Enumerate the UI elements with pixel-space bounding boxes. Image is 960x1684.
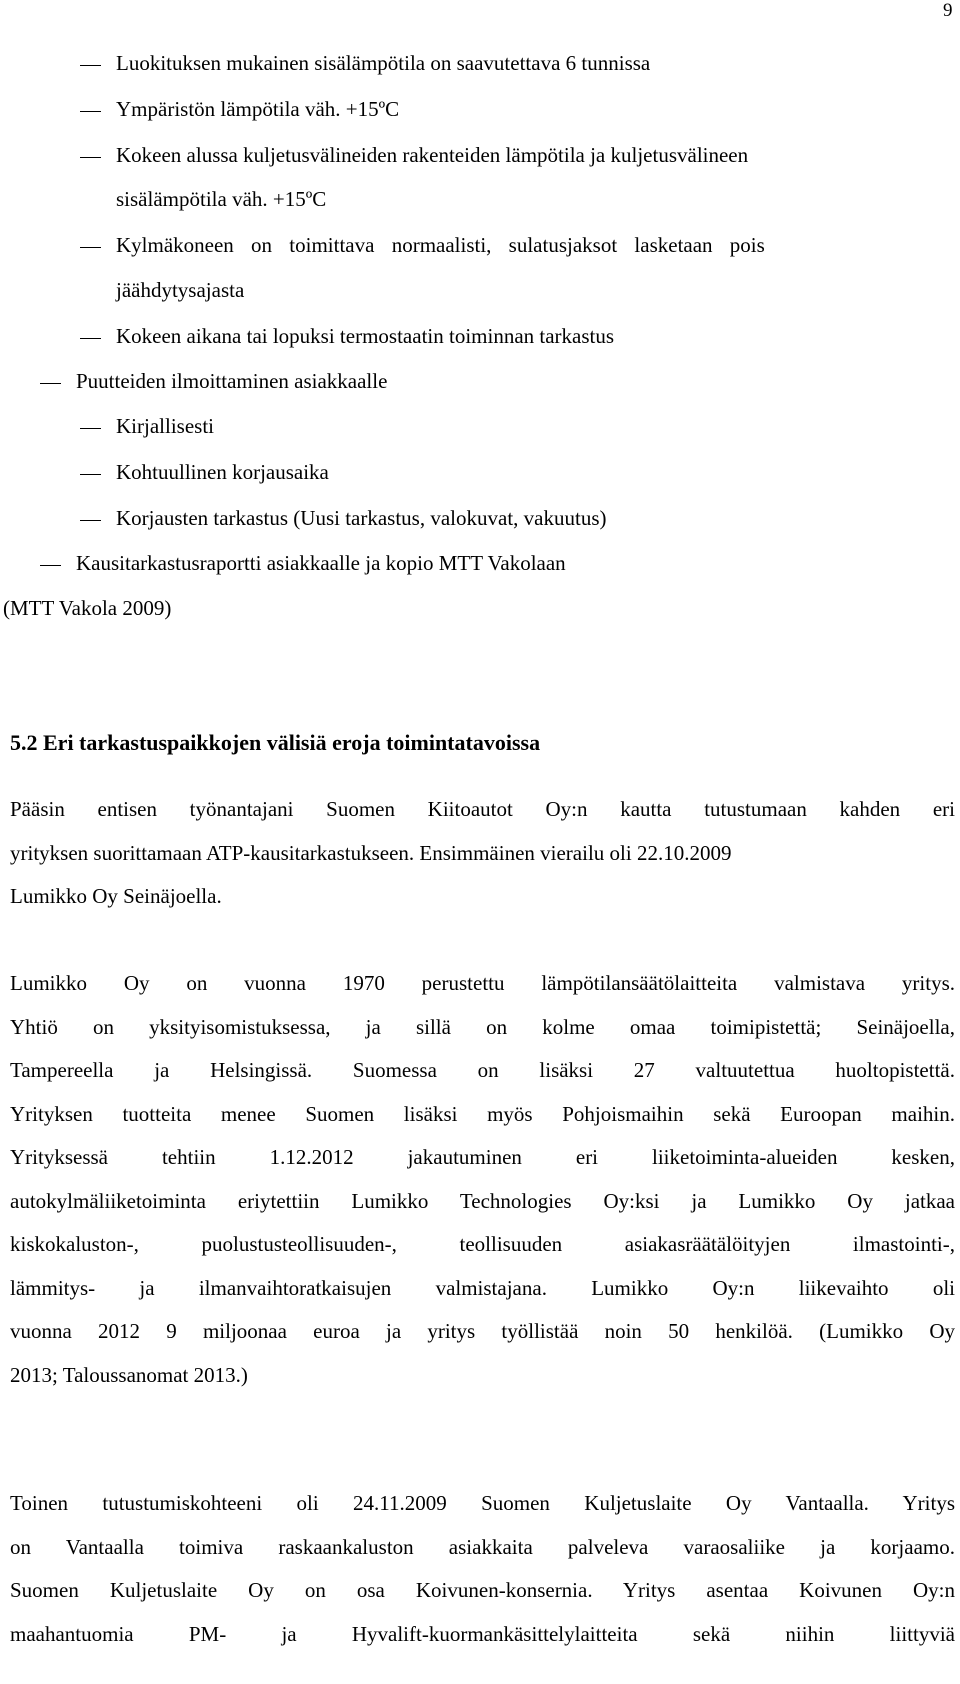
list-item: [80, 459, 329, 485]
paragraph-line: Toinen tutustumiskohteeni oli 24.11.2009 Suomen Kuljetuslaite Oy Vantaalla. Yritys: [10, 1491, 955, 1515]
list-item-text: Luokituksen mukainen sisälämpötila on saavutettava 6 tunnissa: [116, 51, 651, 75]
paragraph-line: lämmitys- ja ilmanvaihtoratkaisujen valmistajana. Lumikko Oy:n liikevaihto oli: [10, 1275, 955, 1300]
list-item-text: Ympäristön lämpötila väh. +15ºC: [116, 97, 400, 121]
paragraph-line: yrityksen suorittamaan ATP-kausitarkastukseen. Ensimmäinen vierailu oli 22.10.2009: [10, 840, 732, 865]
list-item-continuation: jäähdytysajasta: [116, 278, 245, 302]
dash-bullet-icon: [80, 247, 101, 248]
paragraph-line: Yhtiö on yksityisomistuksessa, ja sillä on kolme omaa toimipistettä; Seinäjoella,: [10, 1014, 955, 1039]
list-item-continuation: sisälämpötila väh. +15ºC: [116, 187, 327, 211]
list-item-text: Korjausten tarkastus (Uusi tarkastus, valokuvat, vakuutus): [116, 506, 607, 530]
list-item-text: Kokeen aikana tai lopuksi termostaatin toiminnan tarkastus: [116, 324, 615, 348]
list-item: [80, 142, 749, 168]
paragraph: [10, 796, 955, 927]
paragraph-line: Lumikko Oy Seinäjoella.: [10, 884, 222, 908]
list-item: [40, 550, 566, 576]
list-item-text: Kohtuullinen korjausaika: [116, 460, 329, 484]
list-item-text: Kylmäkoneen on toimittava normaalisti, sulatusjaksot lasketaan pois: [116, 233, 765, 257]
paragraph-line: Yrityksessä tehtiin 1.12.2012 jakautuminen eri liiketoiminta-alueiden kesken,: [10, 1145, 955, 1169]
paragraph-line: autokylmäliiketoiminta eriytettiin Lumikko Technologies Oy:ksi ja Lumikko Oy jatkaa: [10, 1188, 955, 1213]
list-item-text: Kokeen alussa kuljetusvälineiden rakenteiden lämpötila ja kuljetusvälineen: [116, 143, 749, 167]
dash-bullet-icon: [40, 383, 61, 384]
paragraph-line: vuonna 2012 9 miljoonaa euroa ja yritys työllistää noin 50 henkilöä. (Lumikko Oy: [10, 1319, 955, 1343]
paragraph-line: on Vantaalla toimiva raskaankaluston asiakkaita palveleva varaosaliike ja korjaamo.: [10, 1534, 955, 1559]
dash-bullet-icon: [80, 338, 101, 339]
list-item: [80, 96, 400, 122]
citation: (MTT Vakola 2009): [3, 596, 172, 620]
page-number: 9: [943, 0, 953, 21]
dash-bullet-icon: [80, 111, 101, 112]
paragraph-line: Tampereella ja Helsingissä. Suomessa on lisäksi 27 valtuutettua huoltopistettä.: [10, 1058, 955, 1082]
dash-bullet-icon: [80, 157, 101, 158]
list-item-text: Kausitarkastusraportti asiakkaalle ja kopio MTT Vakolaan: [76, 551, 566, 575]
list-item-text: Puutteiden ilmoittaminen asiakkaalle: [76, 369, 388, 393]
list-item: [80, 505, 607, 531]
dash-bullet-icon: [80, 65, 101, 66]
paragraph-line: Lumikko Oy on vuonna 1970 perustettu lämpötilansäätölaitteita valmistava yritys.: [10, 971, 955, 995]
paragraph: [10, 1490, 955, 1664]
list-item-text: Kirjallisesti: [116, 414, 214, 438]
section-heading: 5.2 Eri tarkastuspaikkojen välisiä eroja toimintatavoissa: [10, 730, 541, 755]
paragraph-line: kiskokaluston-, puolustusteollisuuden-, teollisuuden asiakasräätälöityjen ilmastointi-,: [10, 1232, 955, 1256]
paragraph-line: Suomen Kuljetuslaite Oy on osa Koivunen-konsernia. Yritys asentaa Koivunen Oy:n: [10, 1578, 955, 1602]
paragraph-line: Pääsin entisen työnantajani Suomen Kiitoautot Oy:n kautta tutustumaan kahden eri: [10, 797, 955, 821]
list-item: [80, 413, 214, 439]
dash-bullet-icon: [80, 474, 101, 475]
dash-bullet-icon: [40, 565, 61, 566]
list-item: [80, 232, 890, 258]
paragraph-line: 2013; Taloussanomat 2013.): [10, 1362, 248, 1387]
list-item: [80, 323, 615, 349]
paragraph-line: maahantuomia PM- ja Hyvalift-kuormankäsittelylaitteita sekä niihin liittyviä: [10, 1621, 955, 1646]
dash-bullet-icon: [80, 520, 101, 521]
list-item: [80, 50, 651, 76]
list-item: [40, 368, 388, 394]
dash-bullet-icon: [80, 428, 101, 429]
paragraph-line: Yrityksen tuotteita menee Suomen lisäksi myös Pohjoismaihin sekä Euroopan maihin.: [10, 1101, 955, 1126]
paragraph: [10, 970, 955, 1405]
